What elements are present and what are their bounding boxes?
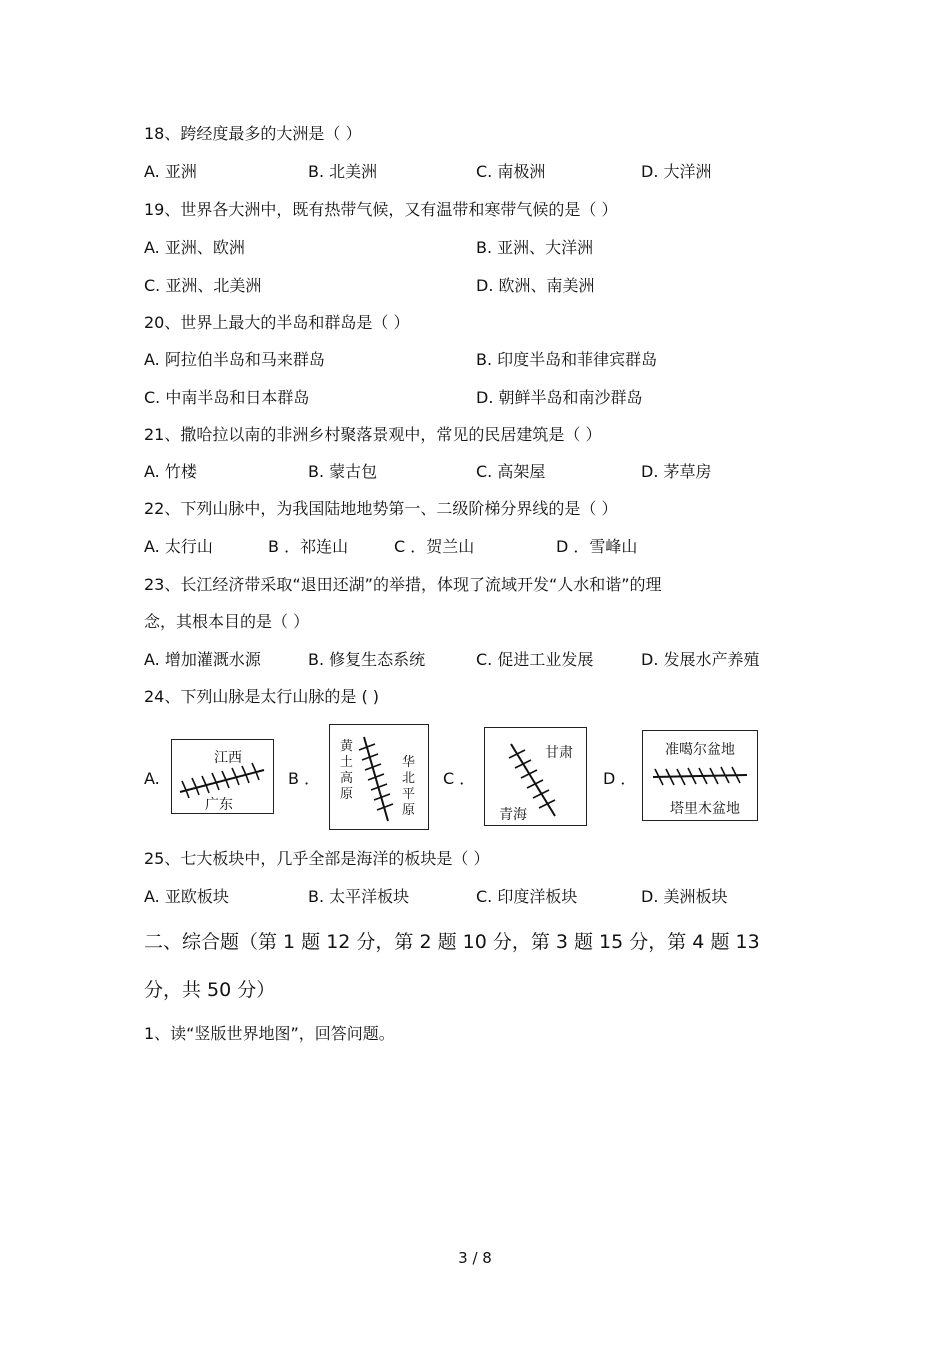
map-d-top-label: 准噶尔盆地 [665, 742, 735, 758]
q21-option-b: B. 蒙古包 [308, 462, 378, 481]
q24-map-a [171, 739, 274, 814]
q21-option-d: D. 茅草房 [641, 462, 712, 481]
q20-option-c: C. 中南半岛和日本群岛 [144, 388, 310, 407]
map-a-bottom-label: 广东 [205, 797, 233, 813]
q22-option-a: A. 太行山 [144, 537, 213, 556]
q25-option-b: B. 太平洋板块 [308, 887, 410, 906]
q21-option-c: C. 高架屋 [476, 462, 546, 481]
question-22: 22、下列山脉中，为我国陆地地势第一、二级阶梯分界线的是（ ） [144, 499, 618, 518]
map-a-top-label: 江西 [214, 750, 242, 766]
question-24: 24、下列山脉是太行山脉的是 ( ) [144, 687, 380, 706]
q18-option-d: D. 大洋洲 [641, 162, 712, 181]
map-c-bottom-label: 青海 [499, 807, 527, 823]
q24-map-c [484, 727, 587, 826]
q18-option-b: B. 北美洲 [308, 162, 378, 181]
q19-option-d: D. 欧洲、南美洲 [476, 276, 595, 295]
q24-map-d [642, 730, 758, 821]
q23-option-d: D. 发展水产养殖 [641, 650, 760, 669]
q20-option-a: A. 阿拉伯半岛和马来群岛 [144, 350, 325, 369]
map-d-bottom-label: 塔里木盆地 [670, 801, 740, 817]
q18-option-a: A. 亚洲 [144, 162, 197, 181]
map-b-right-label: 华北平原 [402, 755, 416, 818]
q24-map-b [329, 724, 429, 830]
q25-option-a: A. 亚欧板块 [144, 887, 229, 906]
q22-option-c: C ．贺兰山 [394, 537, 475, 556]
q25-option-c: C. 印度洋板块 [476, 887, 578, 906]
q19-option-b: B. 亚洲、大洋洲 [476, 238, 594, 257]
comprehensive-question-1: 1、读“竖版世界地图”，回答问题。 [144, 1024, 395, 1043]
q23-option-c: C. 促进工业发展 [476, 650, 594, 669]
q21-option-a: A. 竹楼 [144, 462, 197, 481]
section-2-heading-line2: 分，共 50 分） [144, 979, 276, 1001]
question-23-line2: 念，其根本目的是（ ） [144, 612, 310, 631]
q23-option-a: A. 增加灌溉水源 [144, 650, 261, 669]
section-2-heading-line1: 二、综合题（第 1 题 12 分，第 2 题 10 分，第 3 题 15 分，第 4 题 13 [144, 931, 760, 953]
question-20: 20、世界上最大的半岛和群岛是（ ） [144, 313, 410, 332]
q24-option-c-label: C ． [443, 769, 476, 788]
q19-option-a: A. 亚洲、欧洲 [144, 238, 245, 257]
q19-option-c: C. 亚洲、北美洲 [144, 276, 262, 295]
question-23-line1: 23、长江经济带采取“退田还湖”的举措，体现了流域开发“人水和谐”的理 [144, 575, 662, 594]
q23-option-b: B. 修复生态系统 [308, 650, 426, 669]
q24-option-d-label: D ． [603, 769, 637, 788]
question-18: 18、跨经度最多的大洲是（ ） [144, 124, 362, 143]
q24-option-a-label: A. [144, 769, 160, 788]
q22-option-b: B ．祁连山 [268, 537, 349, 556]
q24-option-b-label: B ． [288, 769, 321, 788]
question-21: 21、撒哈拉以南的非洲乡村聚落景观中，常见的民居建筑是（ ） [144, 425, 602, 444]
q25-option-d: D. 美洲板块 [641, 887, 728, 906]
map-c-top-label: 甘肃 [545, 745, 573, 761]
question-19: 19、世界各大洲中，既有热带气候，又有温带和寒带气候的是（ ） [144, 200, 618, 219]
q20-option-b: B. 印度半岛和菲律宾群岛 [476, 350, 658, 369]
page-number: 3 / 8 [458, 1249, 492, 1267]
q18-option-c: C. 南极洲 [476, 162, 546, 181]
question-25: 25、七大板块中，几乎全部是海洋的板块是（ ） [144, 849, 490, 868]
q20-option-d: D. 朝鲜半岛和南沙群岛 [476, 388, 643, 407]
q22-option-d: D ．雪峰山 [556, 537, 638, 556]
map-b-left-label: 黄土高原 [340, 739, 354, 802]
